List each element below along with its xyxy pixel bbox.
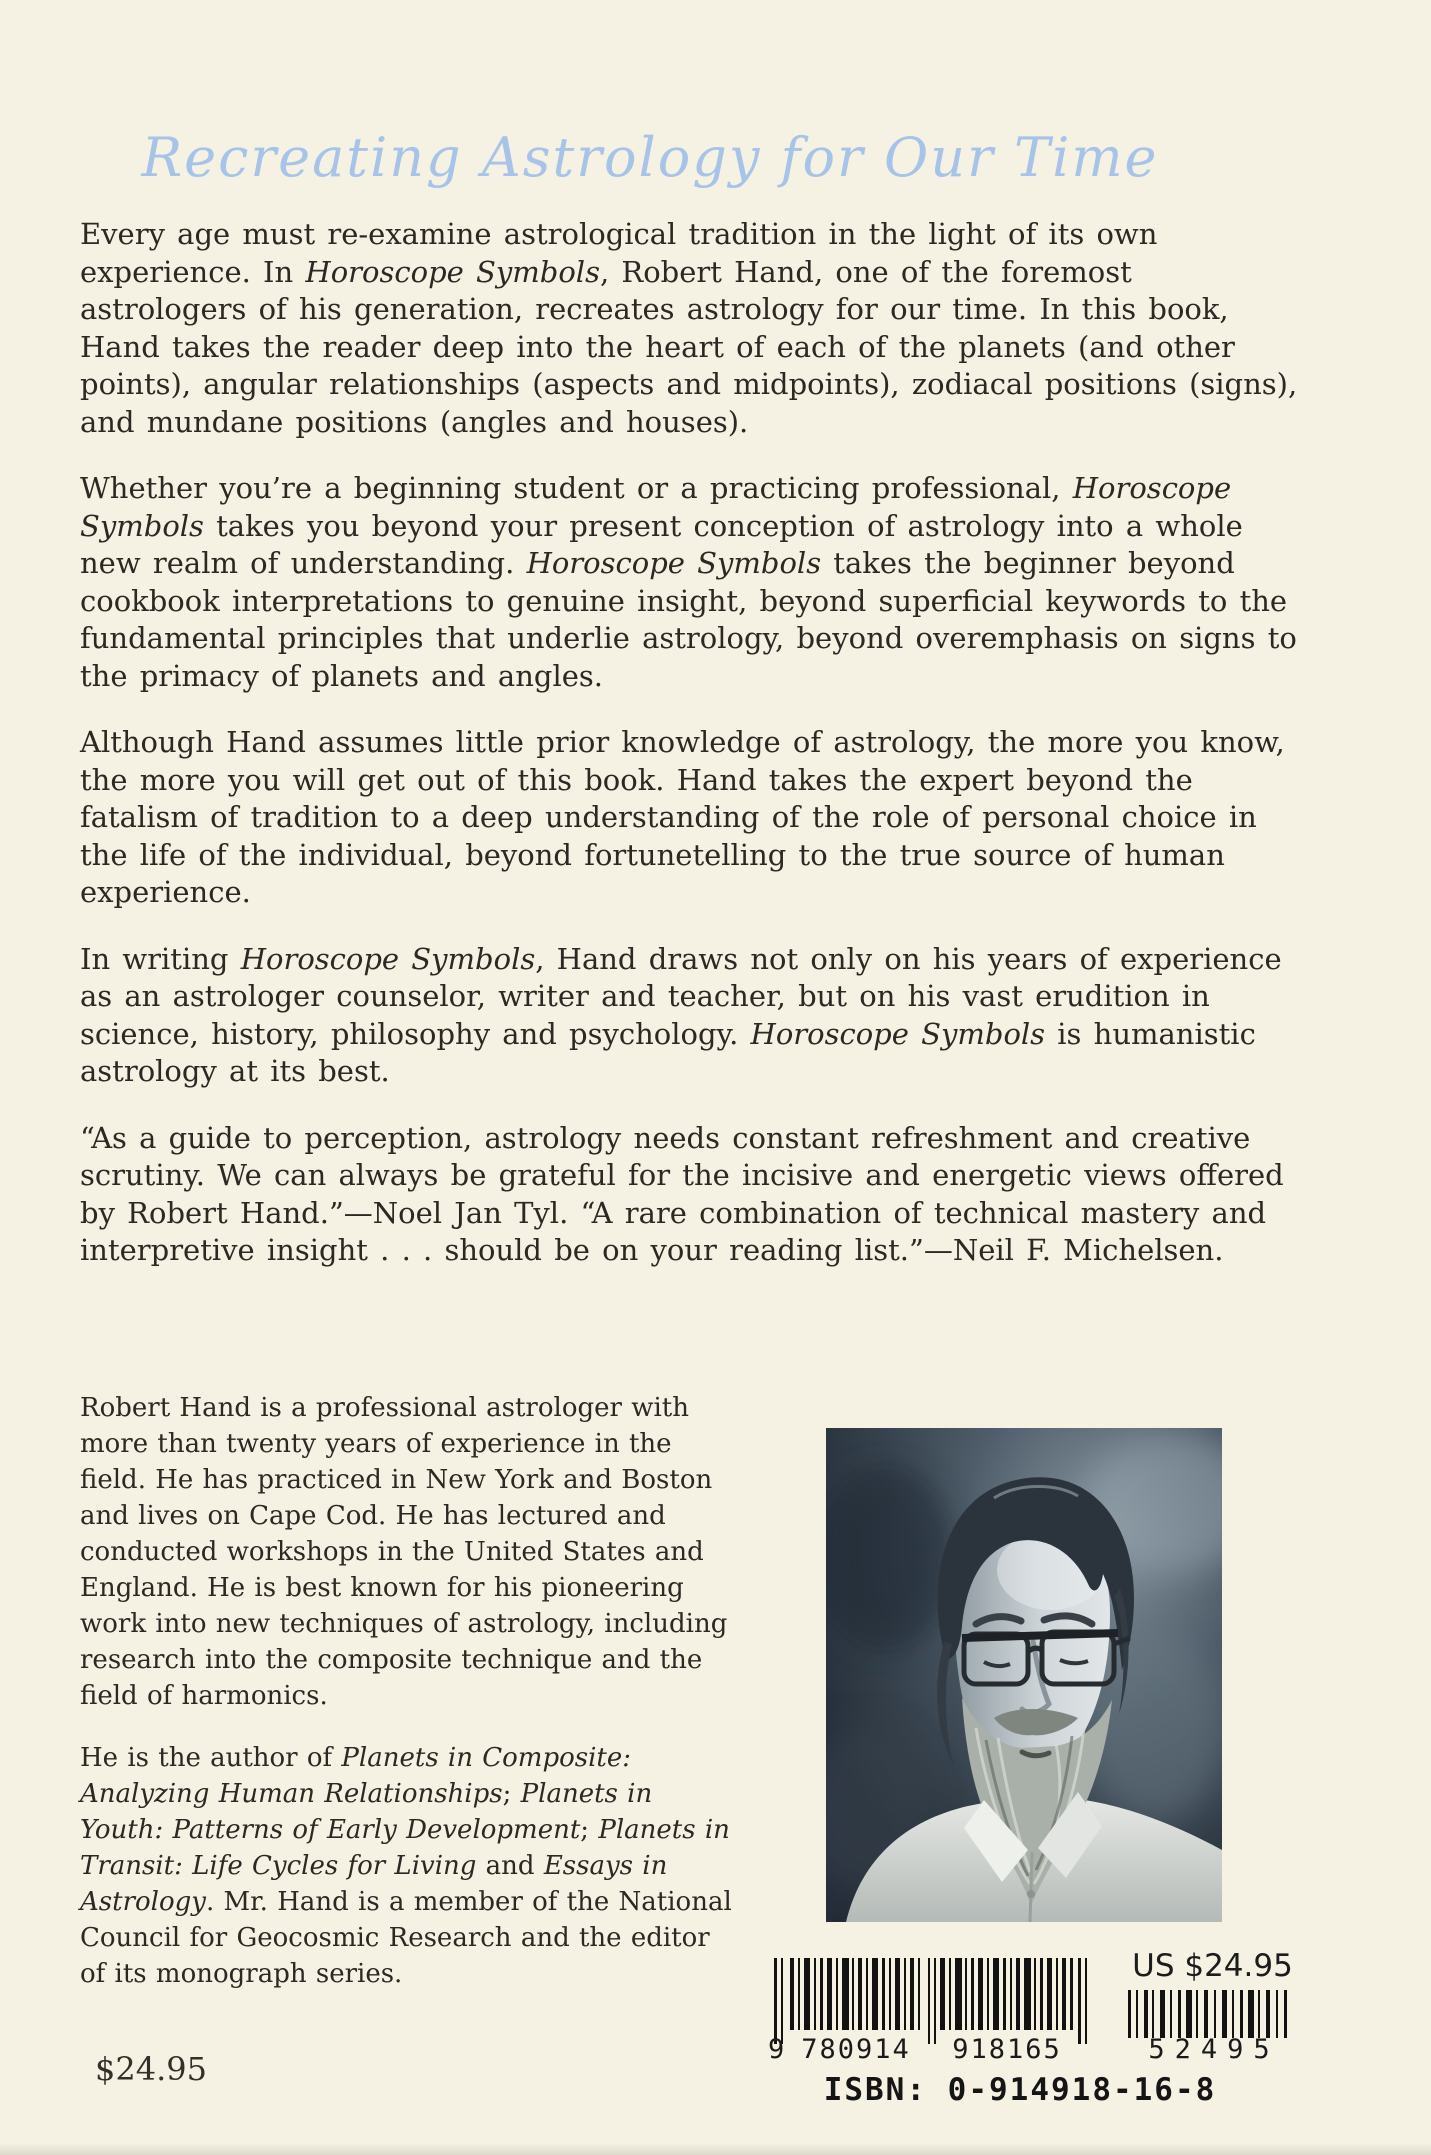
author-bio-paragraph: Robert Hand is a professional astrologer with more than twenty years of experience in the field. He has practiced in New York and Boston and lives on Cape Cod. He has lectured and conducted workshops in the United States and England. He is best known for his pioneering work into new techniques of astrology, including research into the composite technique and the field of harmonics.	[80, 1393, 728, 1711]
review-quotes-paragraph: “As a guide to perception, astrology needs constant refreshment and creative scrutiny. We can always be grateful for the incisive and energetic views offered by Robert Hand.”—Noel Jan Tyl. “A rare combination of technical mastery and interpretive insight . . . should be on your reading list.”—Neil F. Michelsen.	[80, 1120, 1284, 1267]
author-photo	[826, 1428, 1222, 1922]
price-addon-barcode	[1124, 1990, 1294, 2060]
author-bio-paragraph: He is the author of Planets in Composite: Analyzing Human Relationships; Planets in Youth: Patterns of Early Development; Planets in Transit: Life Cycles for Living and Essays in Astrology. Mr. Hand is a member of the National Council for Geocosmic Research and the editor of its monograph series.	[80, 1743, 732, 1989]
synopsis-paragraph: Whether you’re a beginning student or a practicing professional, Horoscope Symbols takes you beyond your present conception of astrology into a whole new realm of understanding. Horoscope Symbols takes the beginner beyond cookbook interpretations to genuine insight, beyond superficial keywords to the fundamental principles that underlie astrology, beyond overemphasis on signs to the primacy of planets and angles.	[80, 471, 1297, 693]
barcode-lead-digit: 9	[768, 2034, 785, 2062]
isbn-label: ISBN: 0-914918-16-8	[823, 2072, 1217, 2108]
ean-barcode	[768, 1958, 1098, 2062]
us-price-label: US $24.95	[1132, 1948, 1293, 1984]
synopsis-paragraph: In writing Horoscope Symbols, Hand draws not only on his years of experience as an astrologer counselor, writer and teacher, but on his vast erudition in science, history, philosophy and psychology. Horoscope Symbols is humanistic astrology at its best.	[80, 941, 1282, 1088]
synopsis-section	[80, 216, 1298, 1299]
author-bio-section	[80, 1390, 738, 2018]
synopsis-paragraph: Although Hand assumes little prior knowledge of astrology, the more you know, the more you will get out of this book. Hand takes the expert beyond the fatalism of tradition to a deep understanding of the role of personal choice in the life of the individual, beyond fortunetelling to the true source of human experience.	[80, 725, 1285, 909]
addon-barcode-digits: 52495	[1148, 2034, 1280, 2060]
barcode-right-group: 918165	[952, 2034, 1062, 2062]
barcode-block	[768, 1948, 1313, 2080]
synopsis-paragraph: Every age must re-examine astrological tradition in the light of its own experience. In Horoscope Symbols, Robert Hand, one of the foremost astrologers of his generation, recreates astrology for our time. In this book, Hand takes the reader deep into the heart of each of the planets (and other points), angular relationships (aspects and midpoints), zodiacal positions (signs), and mundane positions (angles and houses).	[80, 217, 1298, 439]
cover-tagline: Recreating Astrology for Our Time	[141, 126, 1159, 189]
corner-price-label: $24.95	[95, 2050, 207, 2088]
barcode-left-group: 780914	[801, 2034, 911, 2062]
